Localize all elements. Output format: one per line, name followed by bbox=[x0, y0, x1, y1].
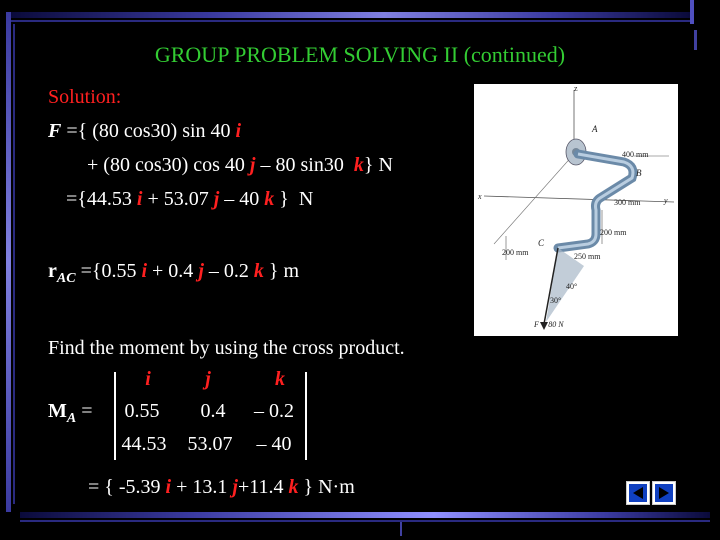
figure-label-200mm-b: 200 mm bbox=[600, 228, 627, 237]
force-line-3c-text: – 40 bbox=[224, 188, 260, 210]
force-line-1-text: ={ (80 cos30) sin 40 bbox=[66, 120, 231, 142]
bottom-border-bar bbox=[20, 512, 710, 518]
triangle-right-icon bbox=[653, 482, 675, 504]
figure-label-40deg: 40° bbox=[566, 282, 578, 291]
force-line-3: ={44.53 i + 53.07 j – 40 k } N bbox=[66, 188, 314, 210]
matrix-r2-c2: 53.07 bbox=[187, 433, 233, 455]
r-eq-text: ={0.55 bbox=[80, 260, 137, 282]
top-border-line bbox=[10, 20, 690, 22]
matrix-r1-c3: – 0.2 bbox=[254, 400, 294, 422]
r-v2-text: + 0.4 bbox=[152, 260, 194, 282]
solution-label: Solution bbox=[48, 86, 116, 108]
figure-label-250mm: 250 mm bbox=[574, 252, 601, 261]
figure-label-200mm-a: 200 mm bbox=[502, 248, 529, 257]
force-line-2: + (80 cos30) cos 40 j – 80 sin30 k} N bbox=[87, 154, 393, 176]
figure-label-30deg: 30° bbox=[550, 296, 562, 305]
figure-label-300mm: 300 mm bbox=[614, 198, 641, 207]
force-line-3b-text: + 53.07 bbox=[147, 188, 209, 210]
force-line-2b-text: – 80 sin30 bbox=[260, 154, 344, 176]
r-close-text: } m bbox=[268, 260, 300, 282]
figure-label-A: A bbox=[592, 124, 598, 134]
right-border-tick bbox=[690, 0, 694, 24]
bottom-border-tick bbox=[400, 522, 402, 536]
determinant-right-bar bbox=[305, 372, 307, 460]
matrix-r1-c1: 0.55 bbox=[124, 400, 160, 422]
result-k-text: +11.4 bbox=[237, 476, 284, 498]
figure-label-z: z bbox=[574, 84, 578, 93]
result-i-text: = { -5.39 bbox=[88, 476, 161, 498]
moment-symbol: M bbox=[48, 400, 67, 422]
left-border-line bbox=[13, 24, 15, 504]
force-line-3-text: ={44.53 bbox=[66, 188, 132, 210]
figure-label-C: C bbox=[538, 238, 545, 248]
bottom-border-line bbox=[20, 520, 710, 522]
figure-label-400mm: 400 mm bbox=[622, 150, 649, 159]
matrix-header-i: i bbox=[145, 368, 151, 390]
figure-label-x: x bbox=[478, 192, 482, 201]
find-moment-text: Find the moment by using the cross product. bbox=[48, 337, 405, 359]
nav-forward-button[interactable] bbox=[652, 481, 676, 505]
matrix-r1-c2: 0.4 bbox=[200, 400, 226, 422]
force-symbol: F bbox=[48, 120, 62, 142]
position-vector-line: $r_{AC} =\{0.55$ i + 0.4 j – 0.2 k } m bbox=[48, 260, 300, 286]
pipe-assembly-figure bbox=[474, 84, 678, 336]
matrix-r2-c3: – 40 bbox=[256, 433, 292, 455]
left-border-bar bbox=[6, 12, 11, 512]
result-line: = { -5.39 i + 13.1 j+11.4 k } N·m bbox=[88, 476, 355, 498]
top-border-bar bbox=[10, 12, 690, 18]
moment-label: $M_A$ = bbox=[48, 400, 93, 426]
force-unit-2: N bbox=[298, 188, 314, 210]
nav-back-button[interactable] bbox=[626, 481, 650, 505]
result-unit: } N·m bbox=[303, 476, 355, 498]
r-v3-text: – 0.2 bbox=[208, 260, 249, 282]
slide-title bbox=[0, 42, 720, 68]
force-line-1: F ={ (80 cos30) sin 40 i bbox=[48, 120, 242, 142]
matrix-header-j: j bbox=[205, 368, 211, 390]
figure-label-B: B bbox=[636, 168, 642, 178]
matrix-r2-c1: 44.53 bbox=[121, 433, 167, 455]
matrix-header-k: k bbox=[275, 368, 285, 390]
triangle-left-icon bbox=[627, 482, 649, 504]
result-j-text: + 13.1 bbox=[176, 476, 228, 498]
figure-label-force: F = 80 N bbox=[534, 320, 564, 329]
force-line-2-text: + (80 cos30) cos 40 bbox=[87, 154, 245, 176]
r-symbol: r bbox=[48, 260, 57, 282]
figure-label-y: y bbox=[664, 196, 668, 205]
moment-subscript: A bbox=[66, 411, 77, 426]
solution-heading: Solution: bbox=[48, 86, 122, 108]
r-subscript: AC bbox=[56, 271, 76, 286]
title-main: GROUP PROBLEM SOLVING II bbox=[154, 42, 459, 67]
force-unit: N bbox=[378, 154, 393, 176]
title-suffix: (continued) bbox=[463, 42, 566, 67]
